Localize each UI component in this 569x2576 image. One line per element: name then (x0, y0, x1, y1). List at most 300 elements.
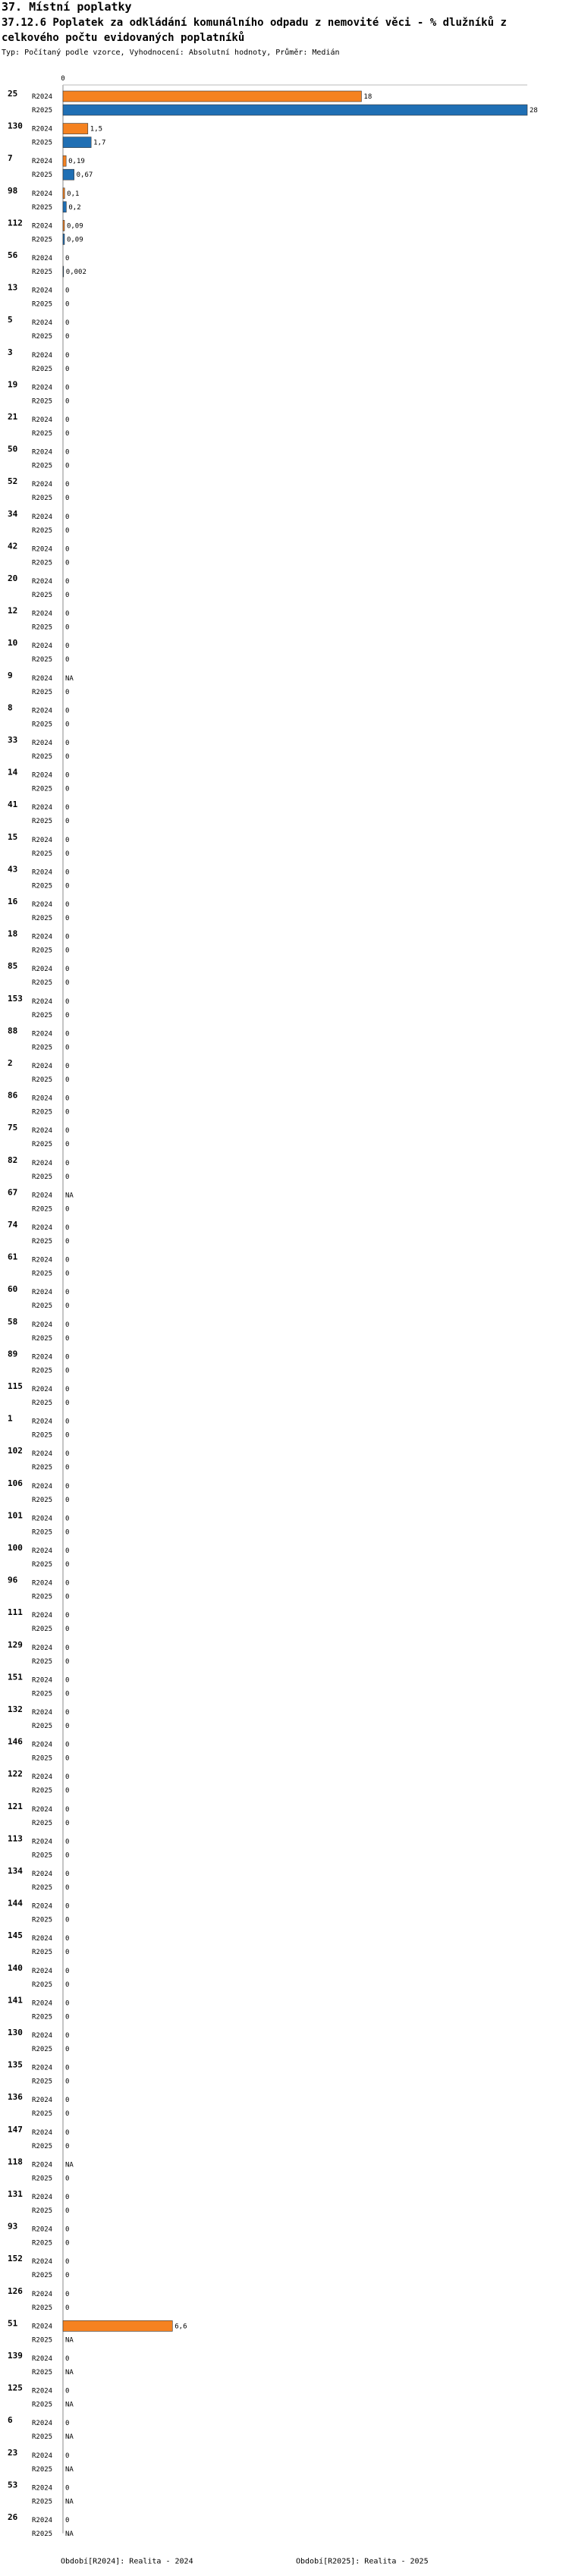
series-label: R2024 (32, 2484, 53, 2493)
data-label: 0 (65, 1141, 70, 1149)
data-label: 0 (65, 1723, 70, 1730)
data-label: 0 (65, 1709, 70, 1717)
series-label: R2025 (32, 2272, 53, 2280)
series-label: R2025 (32, 1949, 53, 1957)
bar-r2025 (63, 137, 91, 148)
series-label: R2025 (32, 2369, 53, 2377)
series-label: R2025 (32, 559, 53, 567)
series-label: R2024 (32, 740, 53, 747)
data-label: 0 (65, 753, 70, 761)
category-label: 93 (8, 2221, 18, 2232)
data-label: 0 (65, 513, 70, 521)
category-label: 85 (8, 961, 18, 972)
category-label: 121 (8, 1801, 23, 1811)
data-label: 0 (65, 642, 70, 651)
data-label: 0 (65, 2484, 70, 2493)
series-label: R2025 (32, 2142, 53, 2150)
category-label: 1 (8, 1413, 13, 1424)
category-label: 53 (8, 2480, 18, 2490)
series-label: R2024 (32, 966, 53, 974)
series-label: R2025 (32, 1819, 53, 1827)
category-label: 33 (8, 735, 18, 745)
category-label: 56 (8, 250, 18, 260)
series-label: R2024 (32, 1095, 53, 1103)
data-label: 0 (65, 1127, 70, 1136)
series-label: R2025 (32, 818, 53, 826)
series-label: R2024 (32, 1644, 53, 1652)
series-label: R2025 (32, 1626, 53, 1634)
category-label: 25 (8, 89, 18, 99)
series-label: R2024 (32, 287, 53, 295)
series-label: R2025 (32, 107, 53, 115)
series-label: R2024 (32, 1159, 53, 1167)
data-label: NA (65, 2498, 74, 2506)
data-label: 0 (65, 1030, 70, 1038)
data-label: 0 (65, 804, 70, 812)
series-label: R2025 (32, 526, 53, 535)
data-label: 0 (65, 2000, 70, 2008)
data-label: 0 (65, 333, 70, 341)
data-label: 0 (65, 818, 70, 826)
series-label: R2025 (32, 1593, 53, 1601)
series-label: R2024 (32, 869, 53, 877)
data-label: 0 (65, 901, 70, 909)
series-label: R2025 (32, 333, 53, 341)
data-label: 0 (65, 1838, 70, 1846)
series-label: R2024 (32, 1450, 53, 1459)
category-label: 26 (8, 2512, 18, 2522)
series-label: R2025 (32, 2110, 53, 2119)
series-label: R2025 (32, 1173, 53, 1181)
data-label: 0 (65, 1949, 70, 1957)
category-label: 74 (8, 1220, 18, 1230)
data-label: 0 (65, 624, 70, 632)
category-label: 5 (8, 315, 13, 325)
series-label: R2024 (32, 255, 53, 262)
series-label: R2025 (32, 721, 53, 729)
category-label: 16 (8, 897, 18, 906)
data-label: 0,09 (66, 236, 83, 244)
series-label: R2025 (32, 1657, 53, 1666)
data-label: 1,7 (93, 139, 106, 147)
series-label: R2025 (32, 1787, 53, 1795)
series-label: R2025 (32, 1334, 53, 1343)
series-label: R2024 (32, 1063, 53, 1070)
data-label: 0 (65, 850, 70, 858)
data-label: 0 (65, 1353, 70, 1362)
data-label: 0 (65, 384, 70, 392)
bar-r2025 (63, 169, 74, 180)
data-label: 0 (65, 2355, 70, 2363)
data-label: 0 (65, 1270, 70, 1278)
series-label: R2024 (32, 2355, 53, 2363)
category-label: 96 (8, 1575, 18, 1585)
data-label: 0 (65, 578, 70, 586)
series-label: R2025 (32, 2433, 53, 2442)
series-label: R2024 (32, 2128, 53, 2137)
data-label: NA (65, 2336, 74, 2345)
data-label: 0 (65, 2046, 70, 2053)
series-label: R2025 (32, 915, 53, 922)
category-label: 115 (8, 1381, 23, 1391)
category-label: 152 (8, 2254, 23, 2264)
data-label: 0 (65, 1464, 70, 1472)
series-label: R2025 (32, 1723, 53, 1730)
data-label: 0 (65, 1108, 70, 1117)
data-label: 0 (65, 610, 70, 618)
data-label: 0 (65, 1063, 70, 1070)
data-label: 0 (65, 1173, 70, 1181)
series-label: R2024 (32, 707, 53, 715)
series-label: R2025 (32, 2078, 53, 2086)
category-label: 145 (8, 1930, 23, 1941)
data-label: 0,67 (76, 171, 93, 180)
series-label: R2025 (32, 1141, 53, 1149)
data-label: 0 (65, 688, 70, 696)
category-label: 6 (8, 2415, 13, 2426)
series-label: R2024 (32, 1386, 53, 1393)
series-label: R2024 (32, 997, 53, 1006)
category-label: 75 (8, 1123, 18, 1133)
category-label: 12 (8, 605, 18, 616)
series-label: R2025 (32, 236, 53, 244)
series-label: R2024 (32, 158, 53, 166)
data-label: 0,09 (66, 222, 83, 231)
category-label: 100 (8, 1543, 23, 1553)
data-label: NA (65, 674, 74, 683)
data-label: 0 (65, 1612, 70, 1620)
category-label: 9 (8, 670, 13, 680)
bar-r2024 (63, 220, 64, 231)
data-label: 0,2 (68, 203, 81, 212)
data-label: 0 (65, 1773, 70, 1782)
series-label: R2025 (32, 624, 53, 632)
series-label: R2024 (32, 1353, 53, 1362)
data-label: 0 (65, 1593, 70, 1601)
series-label: R2024 (32, 1256, 53, 1264)
category-label: 112 (8, 218, 23, 228)
data-label: 0 (65, 979, 70, 988)
series-label: R2025 (32, 1367, 53, 1375)
series-label: R2025 (32, 1561, 53, 1569)
data-label: 0,002 (65, 269, 86, 276)
series-label: R2024 (32, 1612, 53, 1620)
data-label: 0 (65, 1626, 70, 1634)
data-label: 0 (65, 365, 70, 373)
data-label: 0 (65, 1450, 70, 1459)
series-label: R2024 (32, 1773, 53, 1782)
data-label: 0 (65, 2064, 70, 2072)
series-label: R2024 (32, 2097, 53, 2105)
category-label: 51 (8, 2318, 18, 2329)
series-label: R2024 (32, 1871, 53, 1878)
category-label: 111 (8, 1607, 23, 1618)
data-label: 0 (65, 1011, 70, 1019)
series-label: R2024 (32, 1418, 53, 1426)
series-label: R2025 (32, 1400, 53, 1407)
data-label: 0 (65, 495, 70, 503)
series-label: R2025 (32, 397, 53, 406)
category-label: 13 (8, 282, 18, 293)
series-label: R2024 (32, 384, 53, 392)
series-label: R2025 (32, 1238, 53, 1246)
bar-r2024 (63, 91, 361, 102)
category-label: 102 (8, 1446, 23, 1456)
category-label: 82 (8, 1154, 18, 1165)
data-label: NA (65, 2401, 74, 2409)
data-label: 0 (65, 2194, 70, 2201)
bar-r2024 (63, 124, 88, 134)
series-label: R2025 (32, 1011, 53, 1019)
category-label: 3 (8, 347, 13, 357)
data-label: 0 (65, 1741, 70, 1749)
series-label: R2024 (32, 1289, 53, 1297)
category-label: 135 (8, 2059, 23, 2070)
series-label: R2024 (32, 610, 53, 618)
data-label: 18 (363, 93, 373, 101)
series-label: R2025 (32, 1044, 53, 1052)
data-label: 0 (65, 1884, 70, 1892)
data-label: 0 (65, 1967, 70, 1975)
category-label: 140 (8, 1962, 23, 1973)
data-label: 0 (65, 526, 70, 535)
data-label: 0 (65, 2258, 70, 2267)
category-label: 43 (8, 864, 18, 875)
series-label: R2024 (32, 1805, 53, 1814)
category-label: 106 (8, 1478, 23, 1488)
series-label: R2024 (32, 1676, 53, 1685)
series-label: R2024 (32, 1547, 53, 1555)
data-label: NA (65, 2433, 74, 2442)
data-label: 0 (65, 933, 70, 941)
category-label: 67 (8, 1187, 18, 1198)
data-label: 0 (65, 1852, 70, 1860)
category-label: 21 (8, 412, 18, 422)
data-label: 0 (65, 1644, 70, 1652)
data-label: NA (65, 2161, 74, 2169)
data-label: NA (65, 2369, 74, 2377)
series-label: R2024 (32, 1030, 53, 1038)
data-label: 0 (65, 1044, 70, 1052)
bar-r2024 (63, 156, 66, 166)
series-label: R2025 (32, 1496, 53, 1504)
series-label: R2024 (32, 1838, 53, 1846)
category-label: 19 (8, 379, 18, 390)
chart-subtitle: Typ: Počítaný podle vzorce, Vyhodnocení: Absolutní hodnoty, Průměr: Medián (2, 49, 340, 57)
category-label: 18 (8, 928, 18, 939)
category-label: 88 (8, 1026, 18, 1036)
category-label: 130 (8, 121, 23, 131)
category-label: 50 (8, 444, 18, 454)
category-label: 139 (8, 2351, 23, 2361)
series-label: R2024 (32, 513, 53, 521)
data-label: 0 (65, 1547, 70, 1555)
data-label: 0 (65, 1657, 70, 1666)
series-label: R2025 (32, 2304, 53, 2312)
category-label: 8 (8, 702, 13, 713)
category-label: 89 (8, 1349, 18, 1359)
series-label: R2025 (32, 269, 53, 276)
series-label: R2024 (32, 2517, 53, 2524)
series-label: R2024 (32, 2194, 53, 2201)
series-label: R2025 (32, 688, 53, 696)
data-label: 0 (65, 2207, 70, 2215)
series-label: R2025 (32, 430, 53, 438)
series-label: R2025 (32, 1852, 53, 1860)
data-label: 0 (65, 397, 70, 406)
data-label: 0 (65, 1159, 70, 1167)
data-label: 0 (65, 416, 70, 424)
data-label: 0 (65, 869, 70, 877)
data-label: 0 (65, 1400, 70, 1407)
series-label: R2024 (32, 1935, 53, 1943)
data-label: 0 (65, 1418, 70, 1426)
data-label: 0 (65, 1805, 70, 1814)
data-label: 0 (65, 1690, 70, 1698)
category-label: 42 (8, 541, 18, 551)
series-label: R2024 (32, 351, 53, 360)
data-label: 0 (65, 2290, 70, 2298)
bar-r2025 (63, 266, 64, 277)
series-label: R2024 (32, 578, 53, 586)
series-label: R2025 (32, 1108, 53, 1117)
data-label: 1,5 (90, 125, 103, 134)
data-label: 0 (65, 2142, 70, 2150)
series-label: R2025 (32, 785, 53, 793)
bar-r2025 (63, 234, 64, 244)
data-label: 0,19 (68, 158, 85, 166)
category-label: 2 (8, 1058, 13, 1068)
bar-r2024 (63, 188, 64, 199)
data-label: 0 (65, 2032, 70, 2040)
data-label: 0 (65, 1289, 70, 1297)
category-label: 15 (8, 831, 18, 842)
series-label: R2024 (32, 901, 53, 909)
data-label: 0 (65, 462, 70, 470)
category-label: 126 (8, 2285, 23, 2296)
series-label: R2025 (32, 2013, 53, 2022)
data-label: 0 (65, 1321, 70, 1329)
data-label: 0 (65, 785, 70, 793)
category-label: 113 (8, 1833, 23, 1844)
series-label: R2024 (32, 1579, 53, 1588)
data-label: 0,1 (67, 190, 80, 198)
series-label: R2025 (32, 1528, 53, 1537)
series-label: R2024 (32, 1482, 53, 1491)
series-label: R2024 (32, 2064, 53, 2072)
data-label: NA (65, 1192, 74, 1200)
series-label: R2025 (32, 947, 53, 955)
category-label: 147 (8, 2124, 23, 2135)
category-label: 101 (8, 1510, 23, 1521)
category-label: 125 (8, 2383, 23, 2393)
series-label: R2024 (32, 545, 53, 554)
series-label: R2024 (32, 836, 53, 844)
series-label: R2024 (32, 2000, 53, 2008)
series-label: R2025 (32, 139, 53, 147)
series-label: R2024 (32, 319, 53, 328)
data-label: 0 (65, 351, 70, 360)
data-label: 0 (65, 2387, 70, 2395)
data-label: 0 (65, 740, 70, 747)
series-label: R2025 (32, 365, 53, 373)
series-label: R2024 (32, 2161, 53, 2169)
data-label: 0 (65, 2128, 70, 2137)
series-label: R2024 (32, 190, 53, 198)
category-label: 134 (8, 1866, 23, 1876)
category-label: 58 (8, 1316, 18, 1327)
category-label: 122 (8, 1769, 23, 1780)
series-label: R2025 (32, 753, 53, 761)
series-label: R2025 (32, 1431, 53, 1440)
series-label: R2025 (32, 656, 53, 664)
data-label: 0 (65, 2226, 70, 2234)
data-label: 0 (65, 1561, 70, 1569)
category-label: 61 (8, 1252, 18, 1262)
data-label: 0 (65, 2013, 70, 2022)
series-label: R2025 (32, 203, 53, 212)
category-label: 20 (8, 573, 18, 583)
category-label: 23 (8, 2447, 18, 2458)
series-label: R2024 (32, 1321, 53, 1329)
data-label: 6,6 (174, 2323, 187, 2331)
category-label: 146 (8, 1736, 23, 1747)
data-label: 0 (65, 1787, 70, 1795)
series-label: R2024 (32, 804, 53, 812)
category-label: 130 (8, 2028, 23, 2037)
data-label: 0 (65, 947, 70, 955)
category-label: 14 (8, 767, 18, 778)
data-label: 0 (65, 1238, 70, 1246)
series-label: R2025 (32, 2401, 53, 2409)
data-label: NA (65, 2465, 74, 2474)
footer-period-2024: Období[R2024]: Realita - 2024 (61, 2557, 193, 2566)
series-label: R2025 (32, 2207, 53, 2215)
category-label: 131 (8, 2189, 23, 2199)
data-label: 0 (65, 1386, 70, 1393)
category-label: 52 (8, 476, 18, 487)
data-label: 0 (65, 255, 70, 262)
data-label: 0 (65, 592, 70, 599)
series-label: R2024 (32, 2258, 53, 2267)
data-label: 0 (65, 2420, 70, 2428)
data-label: 0 (65, 2175, 70, 2183)
data-label: 0 (65, 1496, 70, 1504)
data-label: 0 (65, 1224, 70, 1232)
series-label: R2024 (32, 1741, 53, 1749)
category-label: 86 (8, 1090, 18, 1101)
data-label: 0 (65, 2452, 70, 2460)
data-label: 0 (65, 1076, 70, 1084)
series-label: R2024 (32, 125, 53, 134)
series-label: R2024 (32, 2226, 53, 2234)
series-label: R2024 (32, 1192, 53, 1200)
data-label: 0 (65, 545, 70, 554)
series-label: R2025 (32, 882, 53, 891)
data-label: 0 (65, 1515, 70, 1523)
data-label: 0 (65, 707, 70, 715)
series-label: R2024 (32, 93, 53, 101)
data-label: 0 (65, 1579, 70, 1588)
data-label: 0 (65, 836, 70, 844)
data-label: 0 (65, 1871, 70, 1878)
category-label: 60 (8, 1284, 18, 1295)
category-label: 141 (8, 1995, 23, 2006)
series-label: R2024 (32, 771, 53, 780)
category-label: 41 (8, 800, 18, 810)
data-label: 0 (65, 966, 70, 974)
category-label: 10 (8, 638, 18, 649)
